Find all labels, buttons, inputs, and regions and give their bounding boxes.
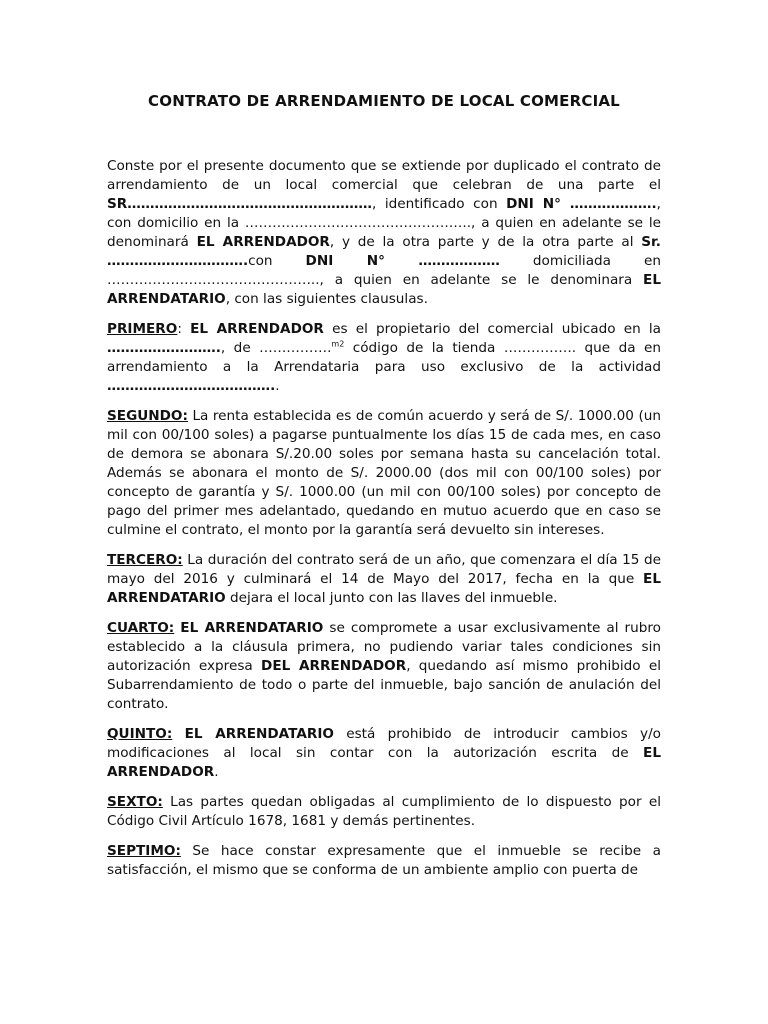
- area-unit: m2: [331, 339, 345, 349]
- clause-label: QUINTO:: [107, 726, 173, 742]
- arrendatario-term: EL ARRENDATARIO: [107, 571, 661, 606]
- intro-text: con: [248, 253, 306, 269]
- address-blank: …………………….: [107, 340, 221, 356]
- arrendador-term: EL ARRENDADOR: [190, 321, 324, 337]
- clause-text: .: [275, 378, 280, 394]
- activity-blank: ……………………………….: [107, 378, 276, 394]
- arrendador-term: EL ARRENDADOR: [196, 234, 330, 250]
- clause-cuarto: [107, 619, 661, 714]
- arrendatario-name-blank: Sr. ………………………….: [107, 234, 661, 269]
- arrendador-dni-blank: DNI N° ……………….: [506, 196, 657, 212]
- clause-text: , quedando así mismo prohibido el Subarrendamiento de todo o parte del inmueble, bajo sanción de anulación del contrato.: [107, 658, 661, 712]
- clause-label: TERCERO:: [107, 552, 183, 568]
- intro-text: , y de la otra parte y de la otra parte al: [329, 234, 642, 250]
- arrendatario-term: EL ARRENDATARIO: [107, 272, 661, 307]
- arrendador-name-blank: SR………………………………………………: [107, 196, 372, 212]
- clause-text: dejara el local junto con las llaves del inmueble.: [225, 590, 558, 606]
- clause-label: SEXTO:: [107, 794, 163, 810]
- arrendatario-term: EL ARRENDATARIO: [180, 620, 324, 636]
- clause-text: Las partes quedan obligadas al cumplimiento de lo dispuesto por el Código Civil Artículo 1678, 1681 y demás pertinentes.: [107, 794, 661, 829]
- clause-tercero: [107, 551, 661, 608]
- intro-text: , con domicilio en la ………………………………………….., a quien en adelante se le denominará: [107, 196, 661, 250]
- clause-label: SEPTIMO:: [107, 843, 181, 859]
- clause-text: La renta establecida es de común acuerdo y será de S/. 1000.00 (un mil con 00/100 soles) a pagarse puntualmente los días 15 de cada mes, en caso de demora se abonara S/.20.00 soles por semana hasta su cancelación total. Además se abonara el monto de S/. 2000.00 (dos mil con 00/100 soles) por concepto de garantía y S/. 1000.00 (un mil con 00/100 soles) por concepto de pago del primer mes adelantado, quedando en mutuo acuerdo que en caso se culmine el contrato, el monto por la garantía será devuelto sin intereses.: [107, 408, 661, 538]
- clause-sexto: [107, 793, 661, 831]
- clause-text: [172, 726, 184, 742]
- clause-quinto: [107, 725, 661, 782]
- clause-text: , de …………….: [220, 340, 332, 356]
- document-page: [107, 92, 661, 891]
- clause-septimo: [107, 842, 661, 880]
- intro-text: Conste por el presente documento que se extiende por duplicado el contrato de arrendamiento de un local comercial que celebran de una parte el: [107, 158, 661, 193]
- intro-text: , identificado con: [371, 196, 507, 212]
- clause-label: CUARTO:: [107, 620, 175, 636]
- intro-paragraph: [107, 157, 661, 309]
- clause-label: PRIMERO: [107, 321, 178, 337]
- arrendador-term: EL ARRENDADOR: [107, 745, 661, 780]
- clause-primero: [107, 320, 661, 396]
- arrendador-term: DEL ARRENDADOR: [261, 658, 407, 674]
- clause-text: La duración del contrato será de un año, que comenzara el día 15 de mayo del 2016 y culminará el 14 de Mayo del 2017, fecha en la que: [107, 552, 661, 587]
- clause-label: SEGUNDO:: [107, 408, 188, 424]
- intro-text: , con las siguientes clausulas.: [225, 291, 428, 307]
- clause-text: :: [177, 321, 191, 337]
- clause-text: .: [214, 764, 219, 780]
- arrendatario-term: EL ARRENDATARIO: [184, 726, 334, 742]
- clause-text: es el propietario del comercial ubicado en la: [323, 321, 661, 337]
- clause-text: está prohibido de introducir cambios y/o modificaciones al local sin contar con la autorización escrita de: [107, 726, 661, 761]
- clause-text: código de la tienda ……………. que da en arrendamiento a la Arrendataria para uso exclusivo de la actividad: [107, 340, 661, 375]
- clause-text: Se hace constar expresamente que el inmueble se recibe a satisfacción, el mismo que se conforma de un ambiente amplio con puerta de: [107, 843, 661, 878]
- clause-segundo: [107, 407, 661, 540]
- clause-text: se compromete a usar exclusivamente al rubro establecido a la cláusula primera, no pudiendo variar tales condiciones sin autorización expresa: [107, 620, 661, 674]
- arrendatario-dni-blank: DNI N° ………………: [305, 253, 500, 269]
- intro-text: domiciliada en ……………………………………….., a quien en adelante se le denominara: [107, 253, 661, 288]
- document-title: CONTRATO DE ARRENDAMIENTO DE LOCAL COMERCIAL: [148, 92, 620, 110]
